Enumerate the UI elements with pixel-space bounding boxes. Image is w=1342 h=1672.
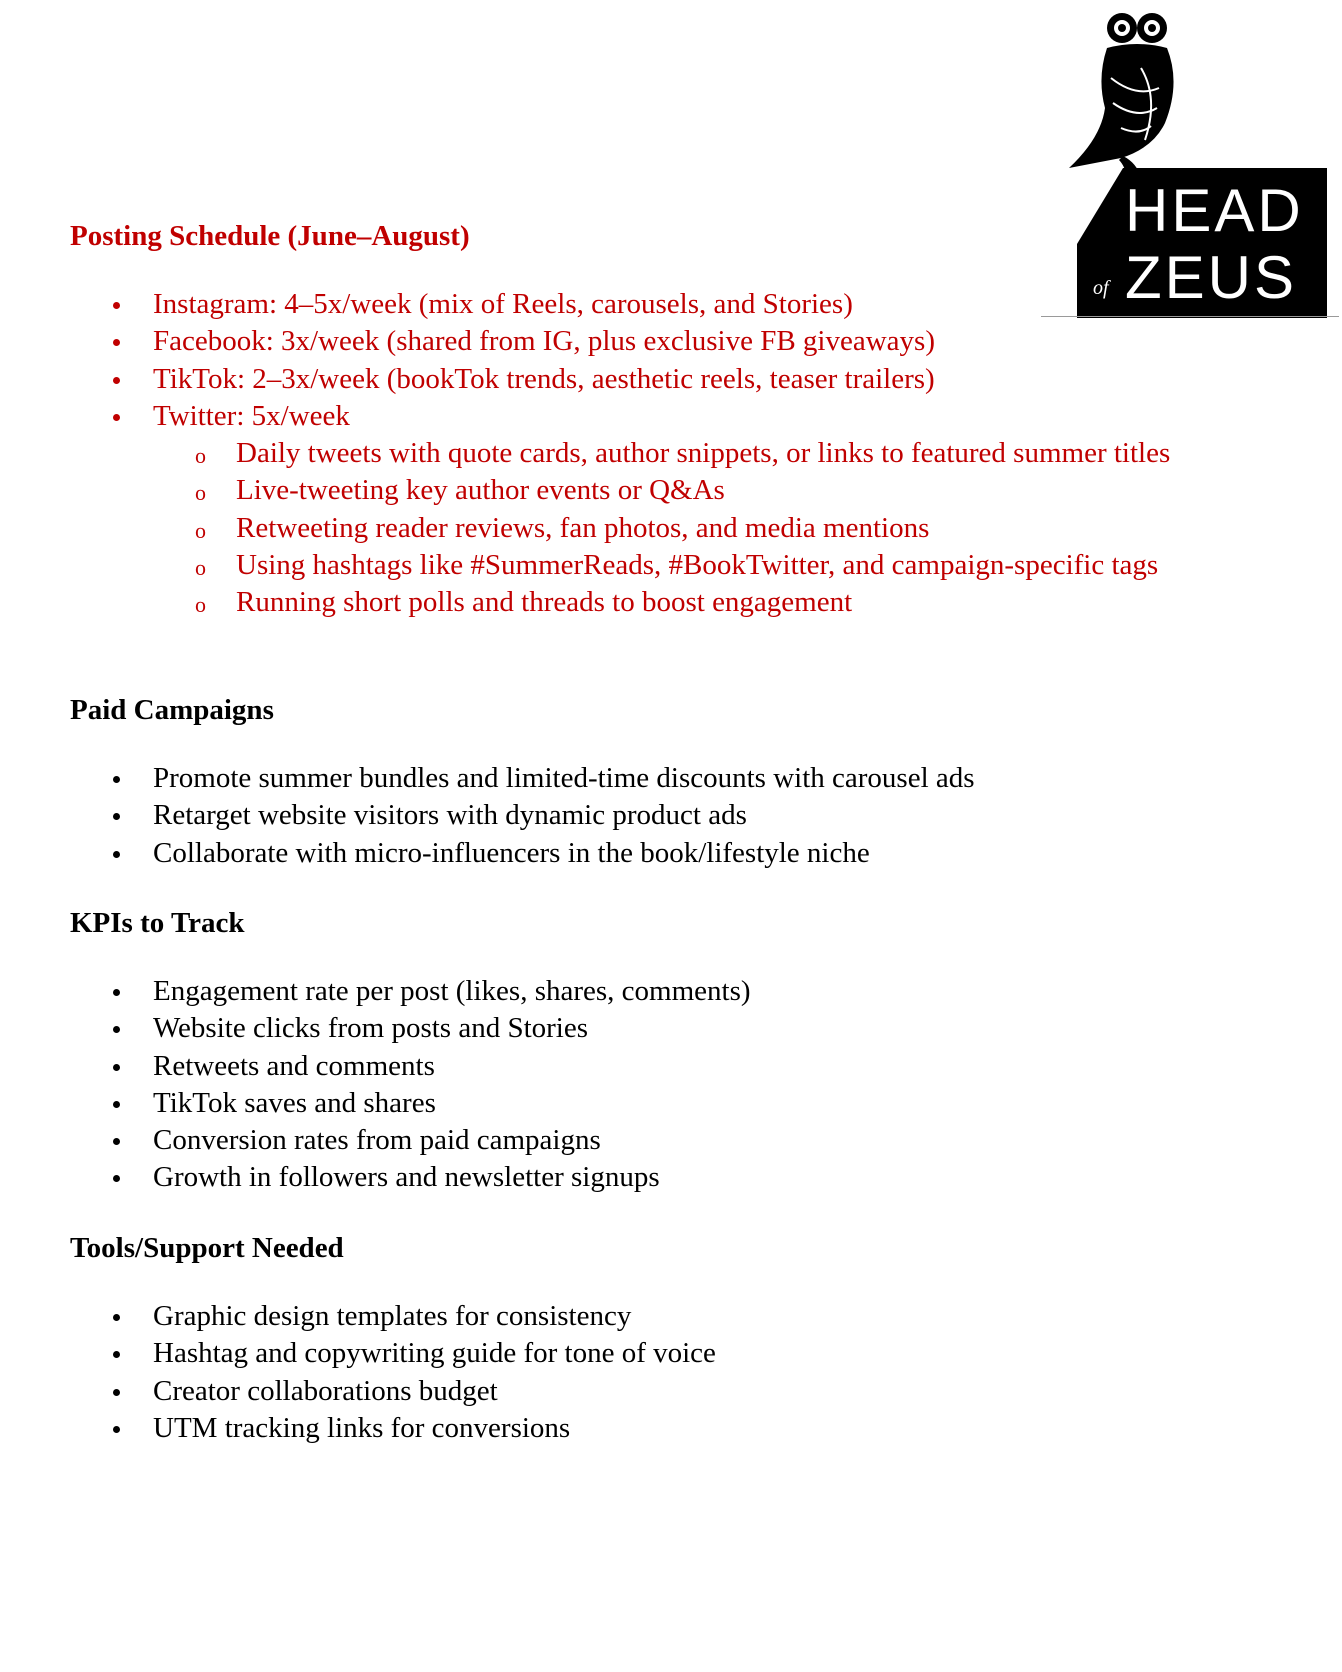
list-item: Creator collaborations budget xyxy=(70,1373,716,1410)
list-item: Growth in followers and newsletter signups xyxy=(70,1159,751,1196)
logo-line1: HEAD xyxy=(1125,177,1304,244)
logo-of: of xyxy=(1093,277,1109,299)
tools-list xyxy=(70,1298,716,1447)
kpis-list xyxy=(70,973,751,1197)
head-of-zeus-logo xyxy=(1041,8,1339,318)
sub-list-item: o Daily tweets with quote cards, author snippets, or links to featured summer titles xyxy=(153,435,1256,472)
list-item: Collaborate with micro-influencers in the book/lifestyle niche xyxy=(70,835,975,872)
sub-list-item: o Using hashtags like #SummerReads, #BookTwitter, and campaign-specific tags xyxy=(153,547,1256,584)
paid-campaigns-list xyxy=(70,760,975,872)
sub-list-item: o Retweeting reader reviews, fan photos, and media mentions xyxy=(153,510,1256,547)
list-item: TikTok: 2–3x/week (bookTok trends, aesthetic reels, teaser trailers) xyxy=(70,361,1256,398)
paid-campaigns-heading: Paid Campaigns xyxy=(70,694,274,726)
list-item: Website clicks from posts and Stories xyxy=(70,1010,751,1047)
logo-line2: ZEUS xyxy=(1125,244,1298,311)
sub-list-item: o Live-tweeting key author events or Q&As xyxy=(153,472,1256,509)
list-item: TikTok saves and shares xyxy=(70,1085,751,1122)
list-item-twitter xyxy=(70,398,1256,622)
posting-schedule-heading: Posting Schedule (June–August) xyxy=(70,220,470,252)
list-item: Facebook: 3x/week (shared from IG, plus exclusive FB giveaways) xyxy=(70,323,1256,360)
list-item: UTM tracking links for conversions xyxy=(70,1410,716,1447)
posting-schedule-list xyxy=(70,286,1256,622)
twitter-sublist xyxy=(153,435,1256,621)
list-item: Retweets and comments xyxy=(70,1048,751,1085)
tools-heading: Tools/Support Needed xyxy=(70,1232,344,1264)
list-item: Graphic design templates for consistency xyxy=(70,1298,716,1335)
kpis-heading: KPIs to Track xyxy=(70,907,245,939)
list-item: Instagram: 4–5x/week (mix of Reels, carousels, and Stories) xyxy=(70,286,1256,323)
list-item: Engagement rate per post (likes, shares, comments) xyxy=(70,973,751,1010)
list-item: Retarget website visitors with dynamic product ads xyxy=(70,797,975,834)
list-item: Conversion rates from paid campaigns xyxy=(70,1122,751,1159)
list-item: Hashtag and copywriting guide for tone of voice xyxy=(70,1335,716,1372)
owl-icon xyxy=(1069,13,1174,178)
list-item: Promote summer bundles and limited-time discounts with carousel ads xyxy=(70,760,975,797)
list-item-label: Twitter: 5x/week xyxy=(153,399,350,432)
sub-list-item: o Running short polls and threads to boost engagement xyxy=(153,584,1256,621)
